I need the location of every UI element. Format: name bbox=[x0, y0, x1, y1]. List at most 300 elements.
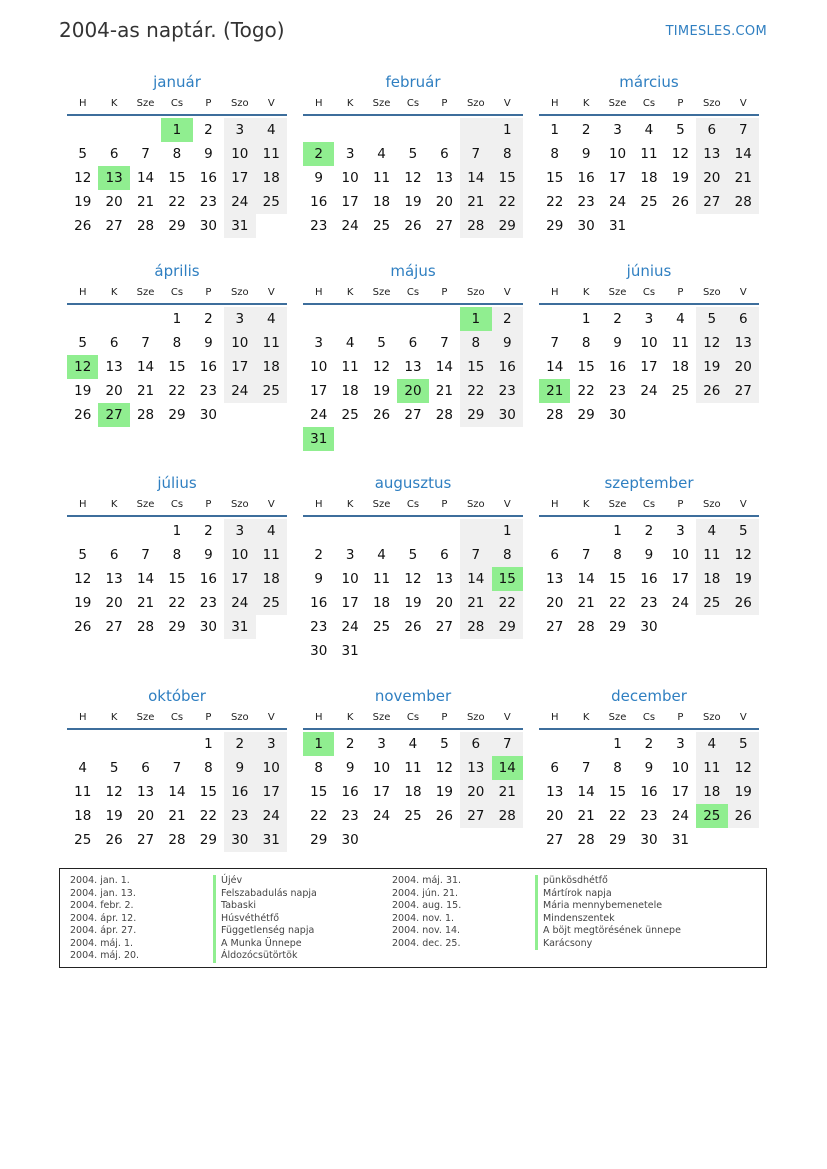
day-cell: 29 bbox=[460, 403, 491, 427]
weekday-header bbox=[303, 283, 523, 305]
day-cell: 8 bbox=[613, 760, 622, 776]
day-cell: 26 bbox=[404, 619, 422, 635]
day-cell: 17 bbox=[341, 194, 359, 210]
legend-holiday-name: Mária mennybemenetele bbox=[535, 900, 681, 913]
day-cell: 24 bbox=[671, 595, 689, 611]
day-cell: 3 bbox=[256, 732, 287, 756]
day-cell: 31 bbox=[224, 214, 255, 238]
weekday-label: V bbox=[503, 499, 511, 510]
day-cell: 27 bbox=[460, 804, 491, 828]
weekday-label: Szo bbox=[230, 712, 249, 723]
day-cell: 21 bbox=[492, 780, 523, 804]
holiday-day-cell: 1 bbox=[303, 732, 334, 756]
day-cell: 13 bbox=[546, 571, 564, 587]
day-cell: 6 bbox=[550, 760, 559, 776]
day-cell: 22 bbox=[310, 808, 328, 824]
weekday-label: V bbox=[503, 712, 511, 723]
day-cell: 29 bbox=[608, 619, 627, 635]
day-cell: 6 bbox=[109, 547, 119, 563]
day-cell: 19 bbox=[728, 780, 759, 804]
holiday-day-cell: 25 bbox=[696, 804, 727, 828]
weekday-label: Sze bbox=[608, 712, 627, 723]
day-cell: 16 bbox=[577, 170, 595, 186]
legend-date: 2004. nov. 14. bbox=[392, 925, 461, 936]
empty-cell bbox=[570, 519, 601, 543]
month-block bbox=[67, 70, 287, 238]
legend-holiday-name: Mindenszentek bbox=[535, 913, 681, 926]
page-title: 2004-as naptár. (Togo) bbox=[59, 18, 285, 42]
day-cell: 10 bbox=[671, 760, 689, 776]
day-cell: 9 bbox=[613, 335, 622, 351]
weekday-label: Sze bbox=[372, 499, 391, 510]
month-block bbox=[303, 70, 523, 238]
day-cell: 4 bbox=[256, 307, 287, 331]
day-cell: 26 bbox=[372, 407, 391, 423]
day-cell: 26 bbox=[435, 808, 453, 824]
weekday-label: Szo bbox=[466, 287, 485, 298]
weekday-label: K bbox=[110, 499, 118, 510]
day-cell: 29 bbox=[492, 615, 523, 639]
empty-cell bbox=[130, 732, 161, 756]
weekday-label: K bbox=[346, 499, 354, 510]
month-block bbox=[303, 684, 523, 852]
day-cell: 2 bbox=[224, 732, 255, 756]
day-cell: 1 bbox=[172, 523, 182, 539]
weekday-header bbox=[303, 495, 523, 517]
day-cell: 1 bbox=[204, 736, 213, 752]
day-cell: 16 bbox=[341, 784, 359, 800]
day-cell: 2 bbox=[644, 736, 654, 752]
day-cell: 4 bbox=[377, 146, 386, 162]
weekday-label: P bbox=[205, 499, 212, 510]
day-grid bbox=[303, 732, 523, 852]
month-name: október bbox=[148, 687, 206, 705]
day-cell: 16 bbox=[640, 784, 658, 800]
day-cell: 13 bbox=[136, 784, 155, 800]
day-cell: 12 bbox=[74, 571, 92, 587]
day-cell: 13 bbox=[105, 359, 123, 375]
day-cell: 25 bbox=[372, 218, 391, 234]
day-cell: 5 bbox=[78, 146, 87, 162]
day-cell: 20 bbox=[435, 595, 453, 611]
day-cell: 5 bbox=[377, 335, 386, 351]
day-cell: 2 bbox=[204, 523, 213, 539]
day-cell: 8 bbox=[460, 331, 491, 355]
empty-cell bbox=[397, 307, 428, 331]
legend-holiday-name: Karácsony bbox=[535, 938, 681, 951]
legend-names-column-2 bbox=[535, 875, 681, 950]
weekday-label: Cs bbox=[170, 499, 184, 510]
day-cell: 14 bbox=[577, 571, 595, 587]
legend-holiday-name: Áldozócsütörtök bbox=[213, 950, 317, 963]
day-cell: 10 bbox=[671, 547, 689, 563]
day-cell: 5 bbox=[676, 122, 685, 138]
weekday-label: Sze bbox=[372, 98, 391, 109]
day-cell: 4 bbox=[644, 122, 654, 138]
month-block bbox=[67, 471, 287, 639]
day-cell: 28 bbox=[136, 218, 155, 234]
day-cell: 30 bbox=[492, 403, 523, 427]
day-cell: 14 bbox=[460, 166, 491, 190]
weekday-label: Cs bbox=[642, 98, 656, 109]
day-cell: 3 bbox=[644, 311, 654, 327]
day-cell: 23 bbox=[341, 808, 359, 824]
day-cell: 3 bbox=[377, 736, 386, 752]
empty-cell bbox=[397, 118, 428, 142]
empty-cell bbox=[303, 519, 334, 543]
day-cell: 22 bbox=[608, 595, 627, 611]
day-cell: 6 bbox=[109, 335, 119, 351]
day-cell: 17 bbox=[671, 784, 689, 800]
month-block bbox=[539, 259, 759, 427]
legend-date: 2004. jan. 13. bbox=[70, 887, 136, 899]
day-cell: 15 bbox=[199, 784, 217, 800]
day-cell: 12 bbox=[728, 543, 759, 567]
weekday-label: V bbox=[739, 712, 747, 723]
day-cell: 30 bbox=[608, 407, 627, 423]
day-cell: 22 bbox=[460, 379, 491, 403]
day-grid bbox=[67, 519, 287, 639]
day-cell: 5 bbox=[696, 307, 727, 331]
day-cell: 6 bbox=[696, 118, 727, 142]
day-cell: 14 bbox=[435, 359, 453, 375]
day-cell: 27 bbox=[728, 379, 759, 403]
weekday-label: P bbox=[441, 287, 448, 298]
day-cell: 12 bbox=[372, 359, 391, 375]
day-cell: 29 bbox=[199, 832, 217, 848]
day-cell: 14 bbox=[136, 571, 155, 587]
legend-holiday-name: Húsvéthétfő bbox=[213, 913, 317, 926]
day-cell: 23 bbox=[310, 218, 328, 234]
day-cell: 21 bbox=[460, 190, 491, 214]
day-cell: 12 bbox=[404, 571, 422, 587]
day-cell: 26 bbox=[74, 218, 92, 234]
day-cell: 17 bbox=[224, 166, 255, 190]
day-cell: 19 bbox=[74, 383, 92, 399]
day-cell: 21 bbox=[460, 591, 491, 615]
day-cell: 29 bbox=[310, 832, 328, 848]
day-cell: 5 bbox=[78, 547, 87, 563]
day-cell: 5 bbox=[408, 547, 418, 563]
day-cell: 29 bbox=[546, 218, 564, 234]
day-cell: 20 bbox=[546, 808, 564, 824]
day-cell: 27 bbox=[404, 407, 422, 423]
day-cell: 20 bbox=[696, 166, 727, 190]
day-cell: 29 bbox=[168, 218, 186, 234]
day-cell: 8 bbox=[314, 760, 323, 776]
weekday-label: V bbox=[267, 712, 275, 723]
empty-cell bbox=[539, 307, 570, 331]
day-cell: 9 bbox=[644, 760, 654, 776]
month-name: április bbox=[154, 262, 200, 280]
day-cell: 26 bbox=[696, 379, 727, 403]
day-cell: 12 bbox=[696, 331, 727, 355]
day-cell: 31 bbox=[608, 218, 627, 234]
holiday-day-cell: 27 bbox=[98, 403, 129, 427]
day-cell: 5 bbox=[728, 732, 759, 756]
day-cell: 8 bbox=[492, 142, 523, 166]
day-cell: 31 bbox=[224, 615, 255, 639]
weekday-label: V bbox=[503, 98, 511, 109]
empty-cell bbox=[67, 307, 98, 331]
weekday-label: P bbox=[677, 499, 684, 510]
day-cell: 10 bbox=[372, 760, 391, 776]
day-cell: 15 bbox=[492, 166, 523, 190]
day-cell: 23 bbox=[492, 379, 523, 403]
day-cell: 20 bbox=[728, 355, 759, 379]
day-cell: 10 bbox=[608, 146, 627, 162]
day-cell: 18 bbox=[671, 359, 689, 375]
day-cell: 8 bbox=[172, 146, 182, 162]
month-name: szeptember bbox=[604, 474, 694, 492]
day-cell: 24 bbox=[256, 804, 287, 828]
day-cell: 25 bbox=[372, 619, 391, 635]
day-cell: 23 bbox=[608, 383, 627, 399]
legend-date: 2004. máj. 1. bbox=[70, 937, 134, 949]
day-cell: 9 bbox=[644, 547, 654, 563]
day-cell: 9 bbox=[314, 170, 323, 186]
empty-cell bbox=[98, 307, 129, 331]
day-cell: 19 bbox=[696, 355, 727, 379]
day-cell: 7 bbox=[460, 543, 491, 567]
day-cell: 28 bbox=[460, 214, 491, 238]
legend-date: 2004. febr. 2. bbox=[70, 900, 134, 911]
day-cell: 3 bbox=[224, 519, 255, 543]
weekday-label: P bbox=[677, 712, 684, 723]
day-cell: 1 bbox=[613, 523, 622, 539]
empty-cell bbox=[130, 307, 161, 331]
day-cell: 9 bbox=[492, 331, 523, 355]
day-cell: 12 bbox=[728, 756, 759, 780]
day-cell: 10 bbox=[256, 756, 287, 780]
weekday-label: Szo bbox=[466, 712, 485, 723]
day-cell: 20 bbox=[546, 595, 564, 611]
day-cell: 25 bbox=[256, 591, 287, 615]
month-block bbox=[539, 70, 759, 238]
day-cell: 11 bbox=[74, 784, 92, 800]
weekday-label: V bbox=[267, 287, 275, 298]
day-cell: 25 bbox=[671, 383, 689, 399]
weekday-label: Cs bbox=[170, 712, 184, 723]
empty-cell bbox=[397, 519, 428, 543]
day-cell: 7 bbox=[581, 547, 591, 563]
day-cell: 21 bbox=[728, 166, 759, 190]
day-cell: 3 bbox=[613, 122, 622, 138]
day-cell: 15 bbox=[577, 359, 595, 375]
weekday-label: K bbox=[582, 287, 590, 298]
legend-holiday-name: A böjt megtörésének ünnepe bbox=[535, 925, 681, 938]
empty-cell bbox=[366, 118, 397, 142]
day-cell: 21 bbox=[168, 808, 186, 824]
weekday-label: Cs bbox=[642, 712, 656, 723]
empty-cell bbox=[334, 307, 365, 331]
day-cell: 30 bbox=[640, 832, 658, 848]
day-cell: 9 bbox=[204, 146, 213, 162]
holiday-day-cell: 13 bbox=[98, 166, 129, 190]
day-cell: 28 bbox=[577, 832, 595, 848]
weekday-header bbox=[67, 708, 287, 730]
weekday-label: Sze bbox=[608, 287, 627, 298]
day-cell: 28 bbox=[728, 190, 759, 214]
day-cell: 21 bbox=[435, 383, 453, 399]
weekday-label: P bbox=[441, 499, 448, 510]
day-cell: 13 bbox=[546, 784, 564, 800]
weekday-label: K bbox=[346, 98, 354, 109]
legend-holiday-name: Függetlenség napja bbox=[213, 925, 317, 938]
weekday-label: K bbox=[110, 98, 118, 109]
weekday-label: Szo bbox=[466, 499, 485, 510]
empty-cell bbox=[334, 519, 365, 543]
weekday-label: Szo bbox=[702, 712, 721, 723]
weekday-label: P bbox=[205, 98, 212, 109]
weekday-label: H bbox=[314, 287, 323, 298]
weekday-label: Sze bbox=[136, 499, 155, 510]
day-cell: 7 bbox=[141, 146, 150, 162]
empty-cell bbox=[67, 118, 98, 142]
day-cell: 31 bbox=[671, 832, 689, 848]
day-cell: 16 bbox=[224, 780, 255, 804]
day-cell: 2 bbox=[613, 311, 622, 327]
weekday-label: P bbox=[441, 712, 448, 723]
day-cell: 27 bbox=[696, 190, 727, 214]
day-cell: 16 bbox=[199, 359, 217, 375]
day-cell: 24 bbox=[608, 194, 627, 210]
day-grid bbox=[67, 118, 287, 238]
day-cell: 13 bbox=[435, 170, 453, 186]
day-cell: 22 bbox=[577, 383, 595, 399]
day-cell: 19 bbox=[105, 808, 123, 824]
day-cell: 15 bbox=[168, 359, 186, 375]
day-cell: 25 bbox=[404, 808, 422, 824]
empty-cell bbox=[161, 732, 192, 756]
day-cell: 20 bbox=[136, 808, 155, 824]
day-cell: 15 bbox=[310, 784, 328, 800]
day-cell: 19 bbox=[372, 383, 391, 399]
day-cell: 24 bbox=[640, 383, 658, 399]
day-cell: 16 bbox=[608, 359, 627, 375]
legend-date: 2004. máj. 20. bbox=[70, 950, 140, 961]
day-cell: 30 bbox=[199, 407, 217, 423]
day-cell: 24 bbox=[372, 808, 391, 824]
weekday-label: H bbox=[314, 98, 323, 109]
day-cell: 3 bbox=[676, 523, 685, 539]
day-cell: 3 bbox=[314, 335, 323, 351]
day-cell: 11 bbox=[256, 331, 287, 355]
holiday-day-cell: 20 bbox=[397, 379, 428, 403]
day-cell: 7 bbox=[141, 335, 150, 351]
day-cell: 30 bbox=[199, 218, 217, 234]
empty-cell bbox=[429, 519, 460, 543]
weekday-label: H bbox=[550, 287, 559, 298]
weekday-label: P bbox=[441, 98, 448, 109]
day-cell: 3 bbox=[345, 146, 355, 162]
day-cell: 11 bbox=[671, 335, 689, 351]
day-cell: 14 bbox=[577, 784, 595, 800]
legend-holiday-name: Tabaski bbox=[213, 900, 317, 913]
day-cell: 18 bbox=[74, 808, 92, 824]
empty-cell bbox=[429, 118, 460, 142]
day-cell: 16 bbox=[640, 571, 658, 587]
day-cell: 14 bbox=[728, 142, 759, 166]
weekday-label: P bbox=[677, 287, 684, 298]
empty-cell bbox=[539, 519, 570, 543]
day-cell: 5 bbox=[408, 146, 418, 162]
day-cell: 23 bbox=[199, 194, 217, 210]
weekday-label: H bbox=[314, 499, 323, 510]
day-cell: 12 bbox=[74, 170, 92, 186]
day-cell: 22 bbox=[492, 190, 523, 214]
weekday-label: Cs bbox=[642, 499, 656, 510]
month-name: március bbox=[619, 73, 679, 91]
day-cell: 6 bbox=[440, 146, 449, 162]
day-cell: 10 bbox=[224, 142, 255, 166]
day-cell: 6 bbox=[550, 547, 559, 563]
day-cell: 1 bbox=[172, 311, 182, 327]
day-cell: 4 bbox=[377, 547, 386, 563]
day-cell: 12 bbox=[671, 146, 689, 162]
legend-holiday-name: pünkösdhétfő bbox=[535, 875, 681, 888]
day-grid bbox=[303, 519, 523, 663]
day-cell: 18 bbox=[256, 567, 287, 591]
brand-link[interactable]: TIMESLES.COM bbox=[665, 24, 767, 39]
day-cell: 17 bbox=[608, 170, 627, 186]
day-cell: 20 bbox=[105, 194, 123, 210]
day-cell: 10 bbox=[341, 170, 359, 186]
day-cell: 7 bbox=[581, 760, 591, 776]
day-cell: 8 bbox=[550, 146, 559, 162]
day-cell: 23 bbox=[224, 804, 255, 828]
empty-cell bbox=[366, 307, 397, 331]
day-cell: 7 bbox=[141, 547, 150, 563]
day-cell: 8 bbox=[581, 335, 591, 351]
day-cell: 18 bbox=[372, 595, 391, 611]
day-cell: 24 bbox=[341, 218, 359, 234]
day-cell: 8 bbox=[172, 547, 182, 563]
month-block bbox=[303, 471, 523, 663]
day-cell: 6 bbox=[408, 335, 418, 351]
day-grid bbox=[539, 118, 759, 238]
month-name: augusztus bbox=[374, 474, 452, 492]
legend-names-column-1 bbox=[213, 875, 317, 963]
weekday-label: V bbox=[267, 499, 275, 510]
day-cell: 11 bbox=[372, 170, 391, 186]
day-cell: 18 bbox=[256, 166, 287, 190]
weekday-label: K bbox=[110, 287, 118, 298]
day-cell: 24 bbox=[224, 190, 255, 214]
day-cell: 10 bbox=[310, 359, 328, 375]
day-cell: 19 bbox=[671, 170, 689, 186]
day-cell: 13 bbox=[435, 571, 453, 587]
empty-cell bbox=[98, 732, 129, 756]
legend-date: 2004. ápr. 12. bbox=[70, 912, 137, 924]
day-cell: 4 bbox=[256, 519, 287, 543]
day-cell: 21 bbox=[577, 595, 595, 611]
day-cell: 8 bbox=[613, 547, 622, 563]
weekday-label: Sze bbox=[372, 287, 391, 298]
legend-date: 2004. aug. 15. bbox=[392, 900, 462, 911]
empty-cell bbox=[570, 732, 601, 756]
day-cell: 16 bbox=[310, 595, 328, 611]
weekday-label: H bbox=[314, 712, 323, 723]
day-cell: 23 bbox=[577, 194, 595, 210]
day-grid bbox=[303, 307, 523, 451]
day-cell: 5 bbox=[728, 519, 759, 543]
month-block bbox=[539, 471, 759, 639]
day-cell: 15 bbox=[168, 170, 186, 186]
day-cell: 18 bbox=[341, 383, 359, 399]
weekday-header bbox=[539, 708, 759, 730]
day-cell: 11 bbox=[696, 756, 727, 780]
